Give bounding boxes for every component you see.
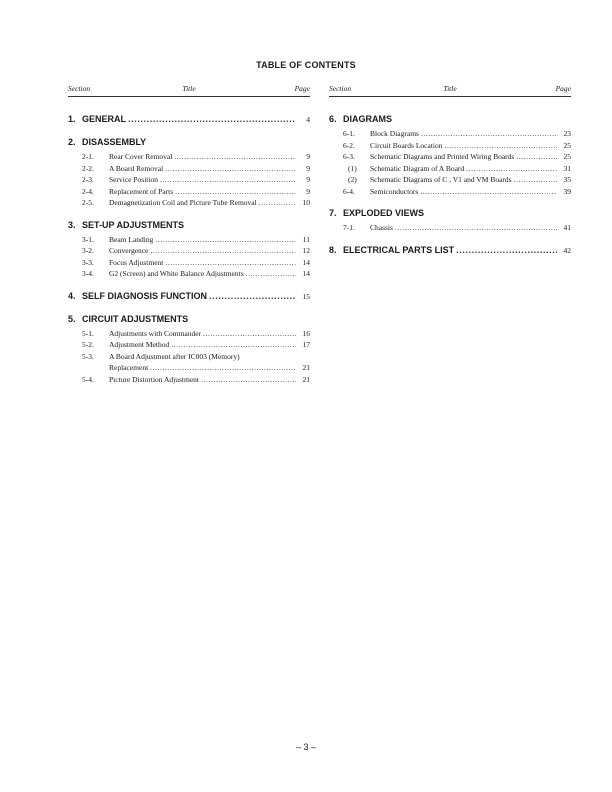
- leader-dots: [203, 328, 296, 340]
- entry-number: 3-4.: [82, 269, 94, 278]
- toc-entry[interactable]: [329, 151, 571, 163]
- toc-entry[interactable]: [68, 174, 310, 186]
- toc-section-setup-adjustments: [68, 219, 310, 280]
- toc-entry[interactable]: [68, 186, 310, 198]
- entry-page: 9: [306, 163, 310, 173]
- entry-label: Service Position: [109, 175, 158, 184]
- toc-section-circuit-adjustments: [68, 313, 310, 386]
- entry-label: Block Diagrams: [370, 129, 419, 138]
- section-heading[interactable]: [68, 290, 310, 303]
- toc-entry[interactable]: [68, 234, 310, 246]
- entry-page: 25: [563, 152, 571, 161]
- entry-number: 3-3.: [82, 257, 94, 267]
- toc-entry[interactable]: [329, 140, 571, 152]
- column-header: [329, 84, 571, 97]
- leader-dots: [150, 362, 296, 374]
- section-page: 4: [306, 115, 310, 124]
- entry-page: 35: [563, 175, 571, 184]
- toc-entry[interactable]: [68, 351, 310, 363]
- section-heading[interactable]: [329, 207, 571, 220]
- toc-entry[interactable]: [329, 128, 571, 140]
- toc-entry[interactable]: [68, 245, 310, 257]
- entry-label: Replacement: [109, 363, 149, 372]
- section-number: 2.: [68, 137, 76, 147]
- entry-number: 6-2.: [343, 140, 355, 150]
- page-number: – 3 –: [295, 742, 317, 752]
- entry-number: 5-1.: [82, 328, 94, 338]
- toc-entry[interactable]: [329, 163, 571, 175]
- entry-number: 6-3.: [343, 152, 355, 161]
- toc-section-self-diagnosis: [68, 290, 310, 303]
- toc-entry[interactable]: [68, 257, 310, 269]
- entry-page: 14: [302, 257, 310, 267]
- section-page: 42: [563, 245, 571, 255]
- section-number: 1.: [68, 114, 76, 124]
- section-number: 5.: [68, 313, 76, 324]
- entry-number: 5-2.: [82, 340, 94, 349]
- entry-page: 12: [302, 246, 310, 255]
- section-number: 4.: [68, 290, 76, 301]
- section-number: 7.: [329, 208, 337, 218]
- toc-entry-continuation[interactable]: [68, 362, 310, 374]
- entry-page: 9: [306, 175, 310, 184]
- toc-entry[interactable]: [329, 186, 571, 198]
- document-title: TABLE OF CONTENTS: [256, 60, 356, 70]
- column-header-page: Page: [294, 84, 310, 93]
- entry-number: 6-1.: [343, 129, 355, 138]
- entry-label: Schematic Diagram of A Board: [370, 163, 465, 173]
- entry-number: 2-4.: [82, 186, 94, 196]
- entry-page: 11: [302, 234, 310, 244]
- entry-number: 5-3.: [82, 351, 94, 361]
- leader-dots: [165, 163, 296, 175]
- leader-dots: [175, 186, 296, 198]
- column-header-page: Page: [555, 84, 571, 93]
- column-header-section: Section: [68, 84, 91, 93]
- column-header: [68, 84, 310, 97]
- leader-dots: [171, 339, 296, 351]
- entry-page: 21: [302, 374, 310, 384]
- section-heading[interactable]: [68, 113, 310, 126]
- toc-section-general: [68, 113, 310, 126]
- entry-label: Demagnetization Coil and Picture Tube Removal: [109, 198, 257, 207]
- entry-label: Picture Distortion Adjustment: [109, 374, 199, 384]
- entry-number: 5-4.: [82, 374, 94, 384]
- toc-entry[interactable]: [68, 151, 310, 163]
- toc-section-electrical-parts-list: [329, 244, 571, 257]
- section-title: ELECTRICAL PARTS LIST: [343, 244, 455, 255]
- section-heading[interactable]: [329, 244, 571, 257]
- leader-dots: [150, 245, 296, 257]
- entry-label: Schematic Diagrams of C , V1 and VM Boards: [370, 175, 512, 184]
- entry-number: 2-5.: [82, 198, 94, 207]
- leader-dots: [246, 268, 296, 280]
- leader-dots: [444, 140, 557, 152]
- section-title: EXPLODED VIEWS: [343, 208, 425, 218]
- toc-entry[interactable]: [68, 163, 310, 175]
- section-title: CIRCUIT ADJUSTMENTS: [82, 313, 189, 324]
- entry-label: Schematic Diagrams and Printed Wiring Boards: [370, 152, 515, 161]
- entry-number: 2-1.: [82, 152, 94, 161]
- entry-label: Circuit Boards Location: [370, 140, 443, 150]
- section-heading[interactable]: [68, 136, 310, 149]
- entry-label: Chassis: [370, 223, 393, 232]
- leader-dots: [395, 222, 557, 234]
- entry-page: 41: [563, 223, 571, 232]
- toc-section-diagrams: [329, 113, 571, 197]
- entry-label: Adjustment Method: [109, 340, 170, 349]
- leader-dots: [516, 151, 557, 163]
- entry-label: Semiconductors: [370, 186, 419, 196]
- toc-entry[interactable]: [68, 268, 310, 280]
- entry-number: 7-1.: [343, 223, 355, 232]
- leader-dots: [259, 197, 296, 209]
- section-title: SELF DIAGNOSIS FUNCTION: [82, 290, 208, 301]
- entry-page: 16: [302, 328, 310, 338]
- leader-dots: [128, 113, 296, 126]
- entry-label: A Board Removal: [109, 163, 164, 173]
- entry-number: (2): [348, 175, 357, 184]
- section-title: GENERAL: [82, 114, 127, 124]
- section-title: SET-UP ADJUSTMENTS: [82, 219, 185, 230]
- entry-number: 2-2.: [82, 163, 94, 173]
- entry-page: 31: [563, 163, 571, 173]
- entry-number: 3-2.: [82, 246, 94, 255]
- entry-number: (1): [348, 163, 357, 173]
- entry-page: 39: [563, 186, 571, 196]
- entry-number: 2-3.: [82, 175, 94, 184]
- entry-label: Rear Cover Removal: [109, 152, 173, 161]
- entry-page: 10: [302, 198, 310, 207]
- leader-dots: [209, 290, 296, 303]
- leader-dots: [165, 257, 296, 269]
- section-number: 3.: [68, 219, 76, 230]
- leader-dots: [466, 163, 557, 175]
- section-heading[interactable]: [68, 219, 310, 232]
- leader-dots: [201, 374, 296, 386]
- section-number: 8.: [329, 244, 337, 255]
- section-heading[interactable]: [329, 113, 571, 126]
- section-page: 15: [302, 291, 310, 301]
- entry-number: 6-4.: [343, 186, 355, 196]
- toc-column-right: [329, 84, 571, 267]
- entry-label: Beam Landing: [109, 234, 154, 244]
- toc-section-exploded-views: [329, 207, 571, 234]
- section-title: DIAGRAMS: [343, 114, 392, 124]
- section-heading[interactable]: [68, 313, 310, 326]
- toc-entry[interactable]: [329, 174, 571, 186]
- leader-dots: [514, 174, 557, 186]
- entry-label: Convergence: [109, 246, 149, 255]
- column-header-title: Title: [182, 84, 196, 93]
- leader-dots: [160, 174, 296, 186]
- leader-dots: [155, 234, 296, 246]
- entry-page: 21: [302, 363, 310, 372]
- toc-column-left: [68, 84, 310, 395]
- entry-number: 3-1.: [82, 234, 94, 244]
- entry-page: 9: [306, 186, 310, 196]
- entry-page: 9: [306, 152, 310, 161]
- entry-label: A Board Adjustment after IC003 (Memory): [109, 351, 240, 361]
- column-header-title: Title: [443, 84, 457, 93]
- entry-label: Replacement of Parts: [109, 186, 174, 196]
- entry-label: G2 (Screen) and White Balance Adjustments: [109, 269, 244, 278]
- entry-page: 23: [563, 129, 571, 138]
- leader-dots: [456, 244, 557, 257]
- entry-label: Focus Adjustment: [109, 257, 164, 267]
- entry-page: 14: [302, 269, 310, 278]
- column-header-section: Section: [329, 84, 352, 93]
- leader-dots: [421, 128, 557, 140]
- toc-entry[interactable]: [329, 222, 571, 234]
- entry-page: 17: [302, 340, 310, 349]
- toc-entry[interactable]: [68, 328, 310, 340]
- toc-entry[interactable]: [68, 374, 310, 386]
- toc-entry[interactable]: [68, 197, 310, 209]
- entry-label: Adjustments with Commander: [109, 328, 202, 338]
- leader-dots: [174, 151, 296, 163]
- section-title: DISASSEMBLY: [82, 137, 147, 147]
- toc-section-disassembly: [68, 136, 310, 209]
- leader-dots: [420, 186, 557, 198]
- toc-entry[interactable]: [68, 339, 310, 351]
- section-number: 6.: [329, 114, 337, 124]
- entry-page: 25: [563, 140, 571, 150]
